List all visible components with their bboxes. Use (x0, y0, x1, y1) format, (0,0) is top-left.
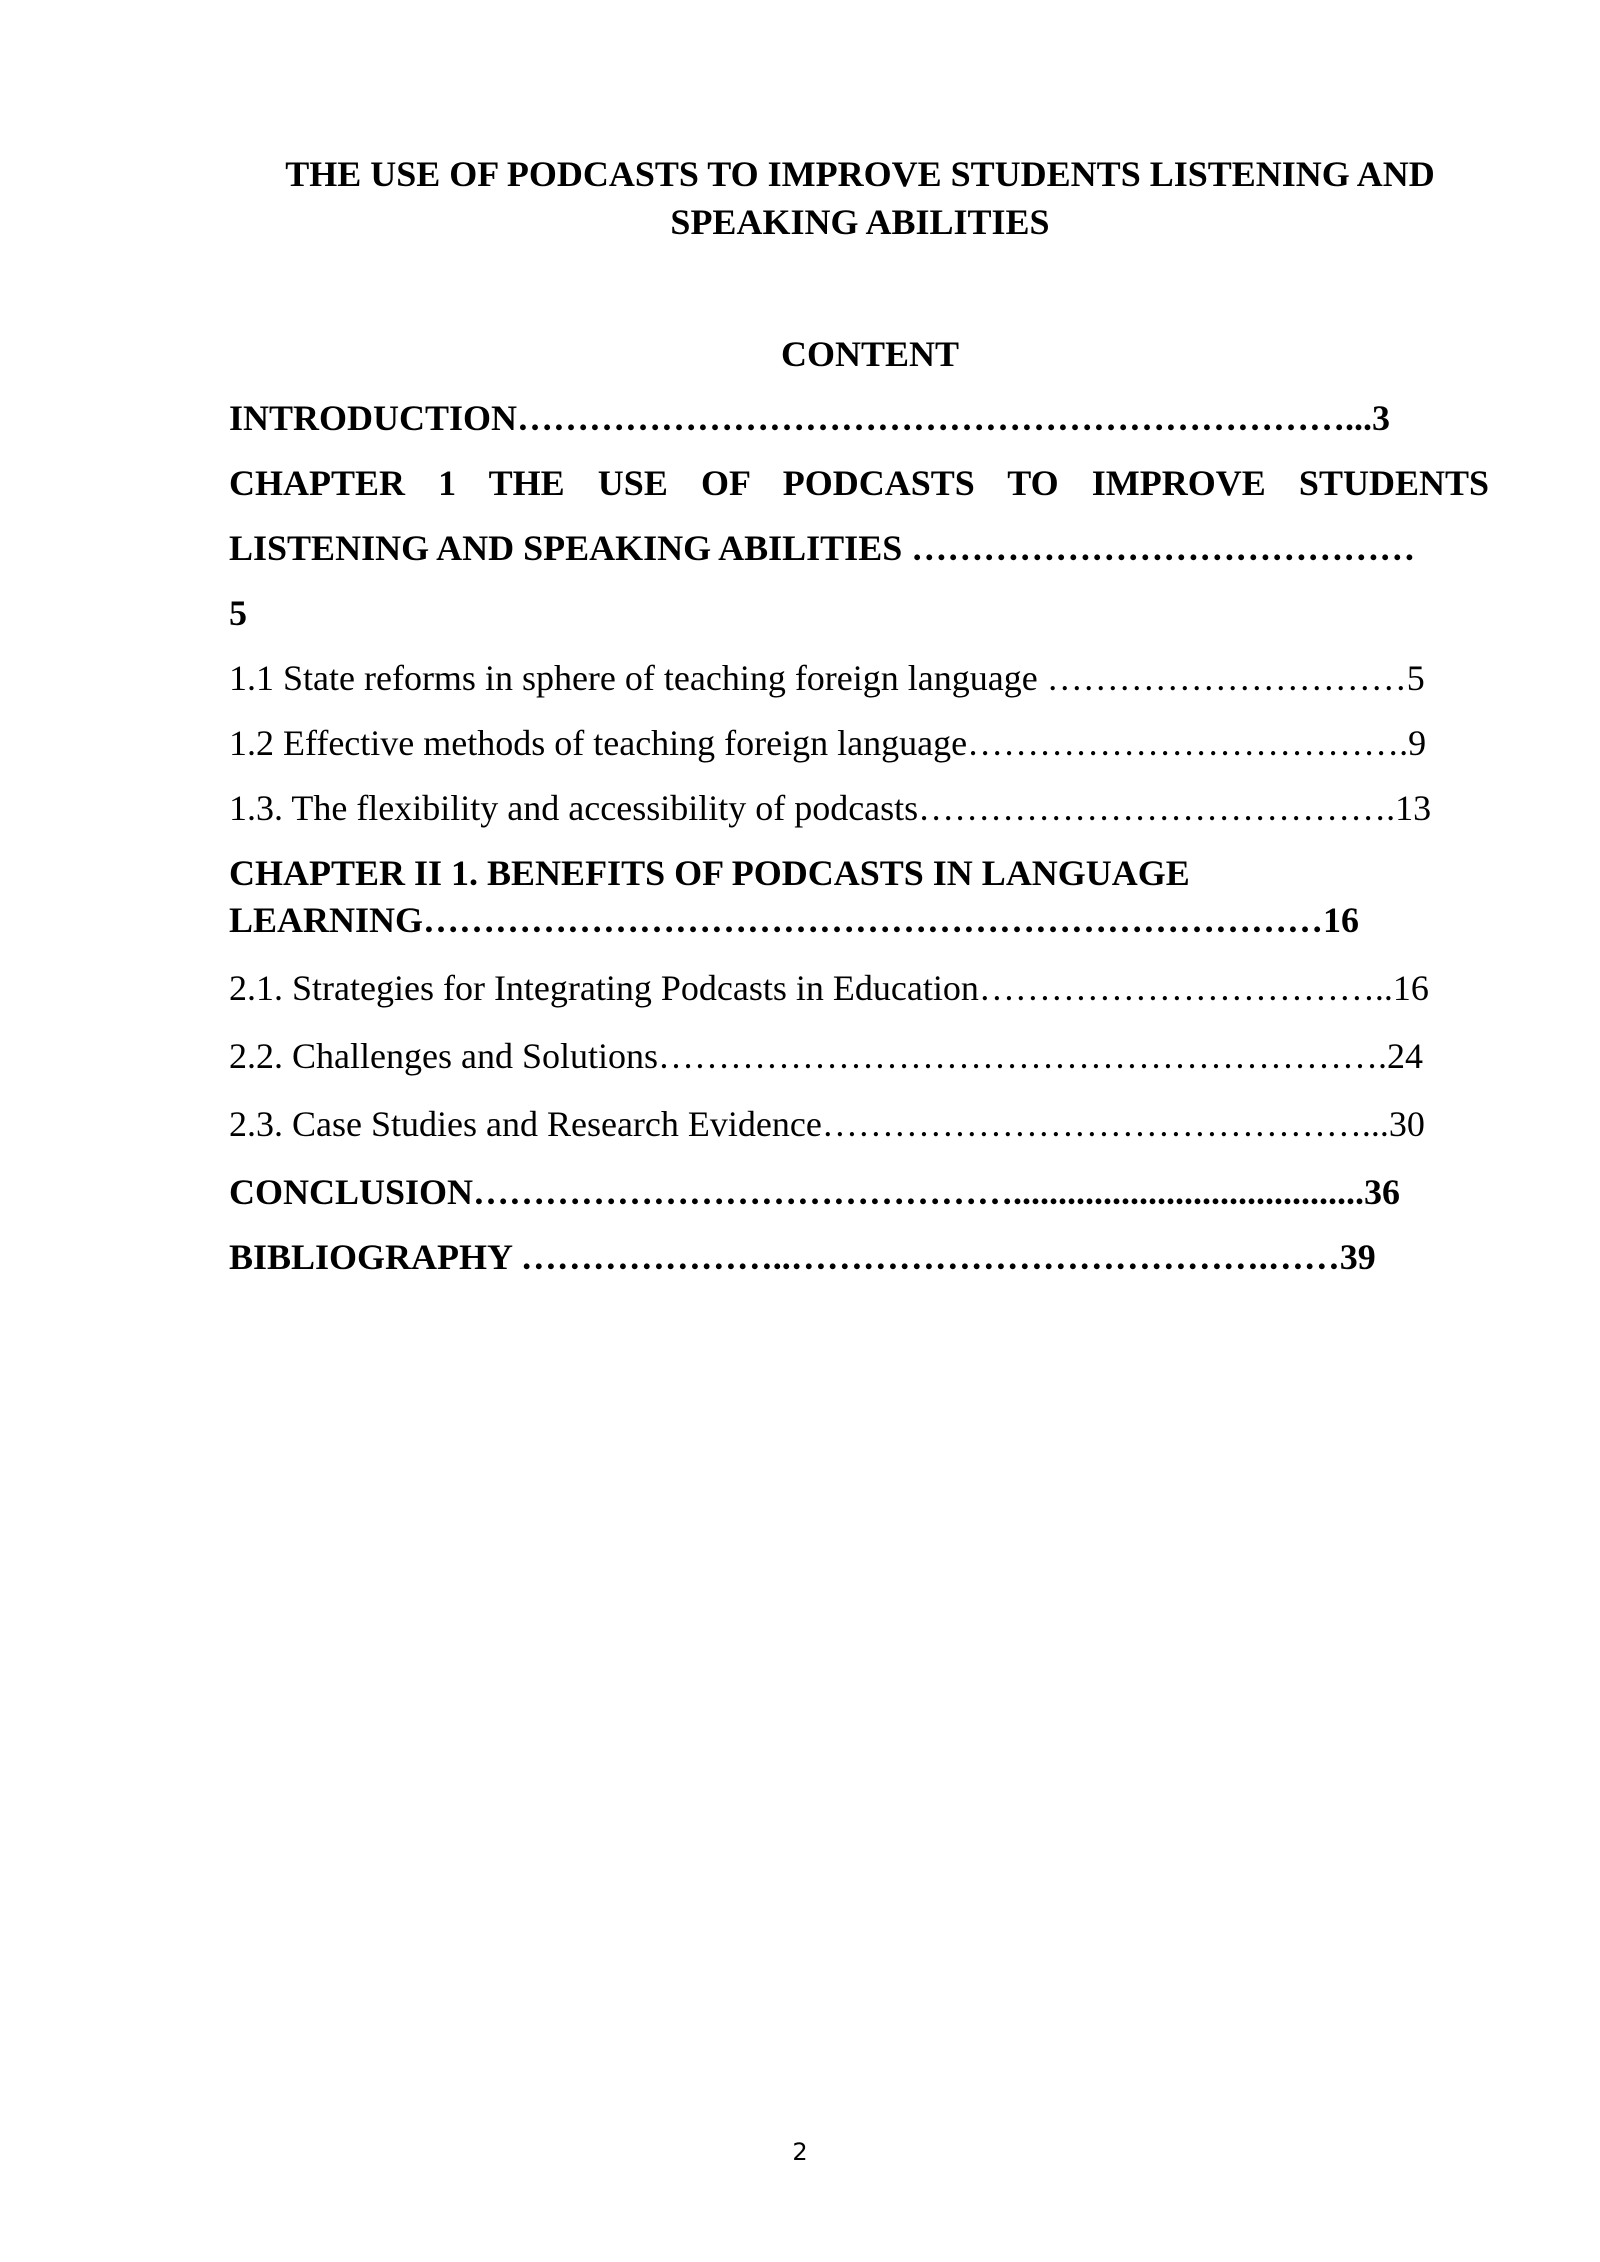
toc-entry-chapter-1-line-2: LISTENING AND SPEAKING ABILITIES …………………………………… (229, 528, 1416, 568)
toc-entry-1-2: 1.2 Effective methods of teaching foreign language……………………………….9 (229, 723, 1427, 763)
toc-entry-chapter-2-line-2: LEARNING…………………………………………………………………16 (229, 900, 1360, 940)
toc-heading: CONTENT (780, 334, 960, 374)
page-number: 2 (792, 2138, 808, 2166)
toc-entry-chapter-2-line-1: CHAPTER II 1. BENEFITS OF PODCASTS IN LANGUAGE (229, 853, 1190, 893)
toc-entry-introduction: INTRODUCTION……………………………………………………………...3 (229, 398, 1391, 438)
toc-entry-1-3: 1.3. The flexibility and accessibility of podcasts………………………………….13 (229, 788, 1432, 828)
toc-entry-1-1: 1.1 State reforms in sphere of teaching foreign language …………………………5 (229, 658, 1425, 698)
toc-entry-chapter-1-page: 5 (229, 593, 247, 633)
document-title-line-2: SPEAKING ABILITIES (670, 202, 1050, 242)
toc-entry-bibliography: BIBLIOGRAPHY …………………..………………………………….……39 (229, 1237, 1376, 1277)
toc-entry-conclusion: CONCLUSION……………………………………….......................................36 (229, 1172, 1401, 1212)
document-title-line-1: THE USE OF PODCASTS TO IMPROVE STUDENTS LISTENING AND (285, 154, 1435, 194)
toc-entry-2-2: 2.2. Challenges and Solutions…………………………………………………….24 (229, 1036, 1423, 1076)
toc-entry-2-3: 2.3. Case Studies and Research Evidence………………………………………...30 (229, 1104, 1425, 1144)
document-title (200, 150, 1520, 246)
toc-entry-2-1: 2.1. Strategies for Integrating Podcasts in Education……………………………..16 (229, 968, 1429, 1008)
toc-entry-chapter-1-line-1: CHAPTER 1 THE USE OF PODCASTS TO IMPROVE STUDENTS (229, 463, 1489, 503)
